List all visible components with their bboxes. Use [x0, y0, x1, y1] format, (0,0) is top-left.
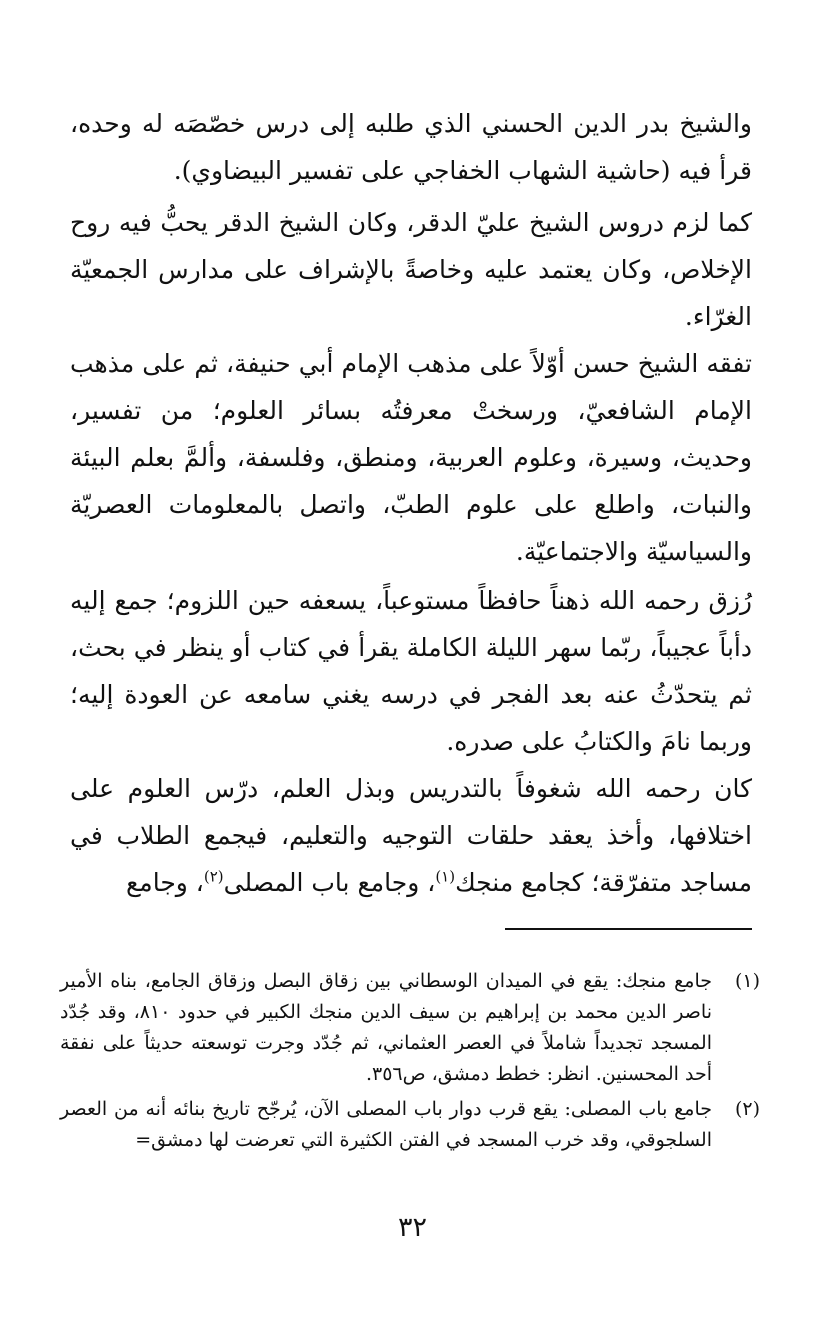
footnote-text: جامع منجك: يقع في الميدان الوسطاني بين زقاق البصل وزقاق الجامع، بناه الأمير ناصر الدين محمد بن إبراهيم بن سيف الدين منجك الكبير في حدود ٨١٠، وقد جُدّد المسجد تجديداً شاملاً في العصر العثماني، ثم جُدّد وجرت توسعته حديثاً على نفقة أحد المحسنين. انظر: خطط دمشق، ص٣٥٦.: [60, 970, 712, 1085]
footnote-number: (١): [734, 970, 760, 992]
body-paragraph: [70, 100, 752, 194]
paragraph-text-part: ، وجامع: [126, 868, 204, 897]
body-paragraph: [70, 577, 752, 765]
footnote-separator-rule: [505, 928, 752, 930]
body-paragraph: [70, 199, 752, 340]
footnote-text: جامع باب المصلى: يقع قرب دوار باب المصلى الآن، يُرجّح تاريخ بنائه أنه من العصر السلجوقي، وقد خرب المسجد في الفتن الكثيرة التي تعرضت لها دمشق=: [60, 1098, 712, 1151]
paragraph-text: والشيخ بدر الدين الحسني الذي طلبه إلى درس خصّصَه له وحده، قرأ فيه (حاشية الشهاب الخفاجي على تفسير البيضاوي).: [70, 109, 752, 185]
footnote-reference-2[interactable]: (٢): [203, 867, 224, 886]
paragraph-text: تفقه الشيخ حسن أوّلاً على مذهب الإمام أبي حنيفة، ثم على مذهب الإمام الشافعيّ، ورسختْ معرفتُه بسائر العلوم؛ من تفسير، وحديث، وسيرة، وعلوم العربية، ومنطق، وفلسفة، وألمَّ بعلم البيئة والنبات، واطلع على علوم الطبّ، واتصل بالمعلومات العصريّة والسياسيّة والاجتماعيّة.: [70, 349, 752, 566]
body-paragraph: [70, 765, 752, 906]
footnote-reference-1[interactable]: (١): [435, 867, 456, 886]
paragraph-text: رُزق رحمه الله ذهناً حافظاً مستوعباً، يسعفه حين اللزوم؛ جمع إليه دأباً عجيباً، ربّما سهر الليلة الكاملة يقرأ في كتاب أو ينظر في بحث، ثم يتحدّثُ عنه بعد الفجر في درسه يغني سامعه عن العودة إليه؛ وربما نامَ والكتابُ على صدره.: [70, 586, 752, 756]
paragraph-text: [70, 765, 752, 906]
footnote-2: [60, 1094, 760, 1156]
body-paragraph: [70, 340, 752, 575]
footnote-1: [60, 966, 760, 1090]
paragraph-text-part: ، وجامع باب المصلى: [223, 868, 436, 897]
footnote-number: (٢): [734, 1098, 760, 1120]
footnotes-section: [60, 966, 760, 1160]
page-number: ٣٢: [397, 1212, 427, 1243]
paragraph-text-part: كان رحمه الله شغوفاً بالتدريس وبذل العلم، درّس العلوم على اختلافها، وأخذ يعقد حلقات التوجيه والتعليم، فيجمع الطلاب في مساجد متفرّقة؛ كجامع منجك: [70, 774, 752, 897]
paragraph-text: كما لزم دروس الشيخ عليّ الدقر، وكان الشيخ الدقر يحبُّ فيه روح الإخلاص، وكان يعتمد عليه وخاصةً بالإشراف على مدارس الجمعيّة الغرّاء.: [70, 208, 752, 331]
